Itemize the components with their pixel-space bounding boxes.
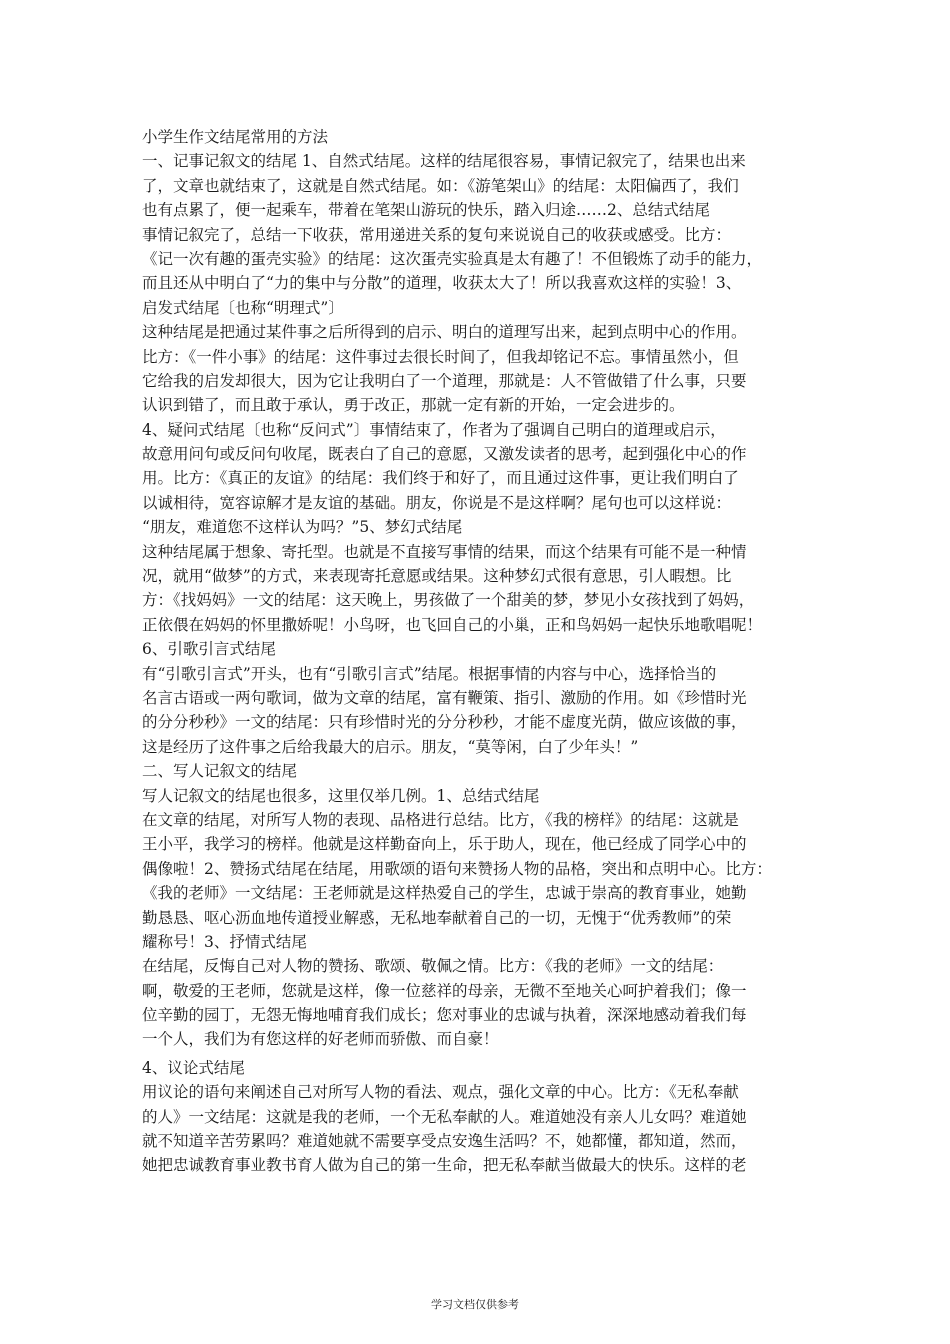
text-line: 偶像啦！2、赞扬式结尾在结尾，用歌颂的语句来赞扬人物的品格，突出和点明中心。比方：: [142, 859, 772, 878]
page-footer: 学习文档仅供参考: [431, 1298, 519, 1311]
text-line: 启发式结尾〔也称“明理式”〕: [142, 298, 344, 317]
text-line: 事情记叙完了，总结一下收获，常用递进关系的复句来说说自己的收获或感受。比方：: [142, 225, 732, 244]
text-line: 也有点累了，便一起乘车，带着在笔架山游玩的快乐，踏入归途……2、总结式结尾: [142, 201, 710, 220]
text-line: “朋友，难道您不这样认为吗？”5、梦幻式结尾: [142, 518, 463, 537]
text-line: 名言古语或一两句歌词，做为文章的结尾，富有鞭策、指引、激励的作用。如《珍惜时光: [142, 688, 747, 707]
text-line: 方：《找妈妈》一文的结尾：这天晚上，男孩做了一个甜美的梦，梦见小女孩找到了妈妈，: [142, 591, 755, 610]
text-line: 而且还从中明白了“力的集中与分散”的道理，收获太大了！所以我喜欢这样的实验！3、: [142, 274, 742, 293]
text-line: 啊，敬爱的王老师，您就是这样，像一位慈祥的母亲，无微不至地关心呵护着我们；像一: [142, 981, 747, 1000]
text-line: 勤恳恳、呕心沥血地传道授业解惑，无私地奉献着自己的一切，无愧于“优秀教师”的荣: [142, 908, 732, 927]
text-line: 4、议论式结尾: [142, 1058, 245, 1077]
document-body: [142, 125, 826, 1178]
text-line: 这种结尾属于想象、寄托型。也就是不直接写事情的结果，而这个结果有可能不是一种情: [142, 542, 747, 561]
text-line: 就不知道辛苦劳累吗？难道她就不需要享受点安逸生活吗？不，她都懂，都知道，然而，: [142, 1132, 747, 1151]
text-line: 了，文章也就结束了，这就是自然式结尾。如：《游笔架山》的结尾：太阳偏西了，我们: [142, 176, 739, 195]
text-line: 它给我的启发却很大，因为它让我明白了一个道理，那就是：人不管做错了什么事，只要: [142, 371, 747, 390]
text-line: 这种结尾是把通过某件事之后所得到的启示、明白的道理写出来，起到点明中心的作用。: [142, 323, 747, 342]
text-line: 比方：《一件小事》的结尾：这件事过去很长时间了，但我却铭记不忘。事情虽然小，但: [142, 347, 739, 366]
text-line: 一、记事记叙文的结尾 1、自然式结尾。这样的结尾很容易，事情记叙完了，结果也出来: [142, 152, 746, 171]
text-line: 正依偎在妈妈的怀里撒娇呢！小鸟呀，也飞回自己的小巢，正和鸟妈妈一起快乐地歌唱呢！: [142, 615, 763, 634]
text-line: 认识到错了，而且敢于承认，勇于改正，那就一定有新的开始，一定会进步的。: [142, 396, 685, 415]
text-line: 用议论的语句来阐述自己对所写人物的看法、观点，强化文章的中心。比方：《无私奉献: [142, 1083, 739, 1102]
text-line: 有“引歌引言式”开头，也有“引歌引言式”结尾。根据事情的内容与中心，选择恰当的: [142, 664, 717, 683]
text-line: 的人》一文结尾：这就是我的老师，一个无私奉献的人。难道她没有亲人儿女吗？难道她: [142, 1107, 747, 1126]
text-line: 《记一次有趣的蛋壳实验》的结尾：这次蛋壳实验真是太有趣了！不但锻炼了动手的能力，: [142, 249, 763, 268]
text-line: 在文章的结尾，对所写人物的表现、品格进行总结。比方，《我的榜样》的结尾：这就是: [142, 810, 739, 829]
text-line: 王小平，我学习的榜样。他就是这样勤奋向上，乐于助人，现在，他已经成了同学心中的: [142, 835, 747, 854]
text-line: 的分分秒秒》一文的结尾：只有珍惜时光的分分秒秒，才能不虚度光荫，做应该做的事，: [142, 713, 747, 732]
document-title: 小学生作文结尾常用的方法: [142, 128, 329, 146]
text-line: 况，就用“做梦”的方式，来表现寄托意愿或结果。这种梦幻式很有意思，引人暇想。比: [142, 567, 732, 586]
text-line: 4、疑问式结尾〔也称“反问式”〕事情结束了，作者为了强调自己明白的道理或启示，: [142, 420, 726, 439]
text-line: 一个人，我们为有您这样的好老师而骄傲、而自豪！: [142, 1030, 499, 1049]
text-line: 耀称号！3、抒情式结尾: [142, 932, 307, 951]
text-line: 用。比方：《真正的友谊》的结尾：我们终于和好了，而且通过这件事，更让我们明白了: [142, 469, 739, 488]
text-line: 故意用问句或反问句收尾，既表白了自己的意愿，又激发读者的思考，起到强化中心的作: [142, 445, 747, 464]
text-line: 二、写人记叙文的结尾: [142, 762, 298, 781]
text-line: 《我的老师》一文结尾：王老师就是这样热爱自己的学生，忠诚于崇高的教育事业，她勤: [142, 884, 747, 903]
text-line: 这是经历了这件事之后给我最大的启示。朋友，“莫等闲，白了少年头！”: [142, 737, 639, 756]
text-line: 写人记叙文的结尾也很多，这里仅举几例。1、总结式结尾: [142, 786, 540, 805]
text-line: 在结尾，反悔自己对人物的赞扬、歌颂、敬佩之情。比方：《我的老师》一文的结尾：: [142, 957, 724, 976]
text-line: 6、引歌引言式结尾: [142, 640, 276, 659]
text-line: 以诚相待，宽容谅解才是友谊的基础。朋友，你说是不是这样啊？尾句也可以这样说：: [142, 493, 732, 512]
text-line: 她把忠诚教育事业教书育人做为自己的第一生命，把无私奉献当做最大的快乐。这样的老: [142, 1156, 747, 1175]
text-line: 位辛勤的园丁，无怨无悔地哺育我们成长；您对事业的忠诚与执着，深深地感动着我们每: [142, 1006, 747, 1025]
